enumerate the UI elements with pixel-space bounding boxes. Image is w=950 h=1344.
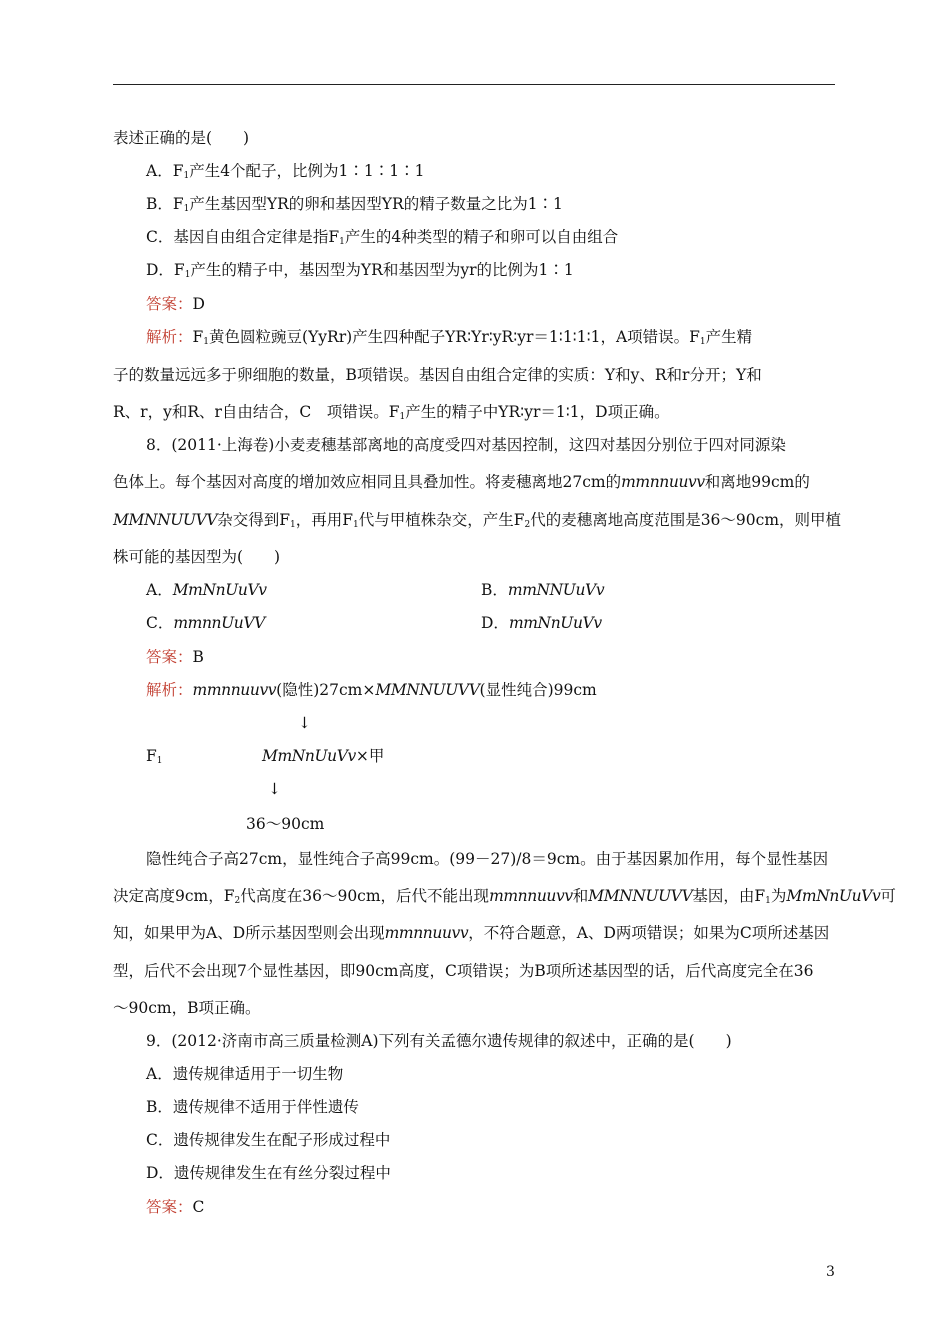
q8-explanation-line-1: 隐性纯合子高27cm，显性纯合子高99cm。(99－27)/8＝9cm。由于基因累加作用，每个显性基因 (146, 850, 829, 868)
q8-option-a: A．MmNnUuVv (146, 581, 267, 599)
q7-analysis-line-3: R、r，y和R、r自由结合，C 项错误。$F_1$产生的精子中YR∶yr＝1∶1，D项正确。 (113, 403, 670, 422)
q9-option-b: B．遗传规律不适用于伴性遗传 (146, 1098, 359, 1116)
page-number: 3 (826, 1264, 835, 1280)
q8-option-d: D．mmNnUuVv (481, 614, 602, 632)
q7-option-d: D．$F_1$产生的精子中，基因型为YR和基因型为yr的比例为1∶1 (146, 261, 574, 280)
q9-option-a: A．遗传规律适用于一切生物 (146, 1065, 344, 1083)
q7-option-b: B．$F_1$产生基因型YR的卵和基因型YR的精子数量之比为1∶1 (146, 195, 563, 214)
q7-analysis-line-2: 子的数量远远多于卵细胞的数量，B项错误。基因自由组合定律的实质：Y和y、R和r分开；Y和 (113, 366, 762, 384)
q9-option-c: C．遗传规律发生在配子形成过程中 (146, 1131, 391, 1149)
q9-answer: 答案：C (146, 1198, 205, 1216)
q7-analysis-line-1: 解析：$F_1$黄色圆粒豌豆(YyRr)产生四种配子YR∶Yr∶yR∶yr＝1∶1∶1∶1，A项错误。$F_1$产生精 (146, 328, 753, 347)
q8-stem-line-4: 株可能的基因型为( ) (113, 548, 281, 566)
q7-stem-tail: 表述正确的是( ) (113, 129, 250, 147)
q8-answer: 答案：B (146, 648, 204, 666)
q8-stem-line-2: 色体上。每个基因对高度的增加效应相同且具叠加性。将麦穗离地27cm的mmnnuuvv和离地99cm的 (113, 473, 810, 491)
down-arrow: ↓ (268, 780, 281, 798)
answer-label: 答案： (146, 1198, 193, 1216)
q8-explanation-line-2: 决定高度9cm，$F_2$代高度在36～90cm，后代不能出现mmnnuuvv和MMNNUUVV基因，由$F_1$为MmNnUuVv可 (113, 887, 896, 906)
q9-stem: 9．(2012·济南市高三质量检测A)下列有关孟德尔遗传规律的叙述中，正确的是( ) (146, 1032, 732, 1050)
f1-cross: MmNnUuVv×甲 (262, 747, 385, 765)
q8-explanation-line-5: ～90cm，B项正确。 (113, 999, 261, 1017)
q8-explanation-line-4: 型，后代不会出现7个显性基因，即90cm高度，C项错误；为B项所述基因型的话，后代高度完全在36 (113, 962, 814, 980)
q7-answer: 答案：D (146, 295, 205, 313)
q8-option-b: B．mmNNUuVv (481, 581, 605, 599)
q9-option-d: D．遗传规律发生在有丝分裂过程中 (146, 1164, 391, 1182)
q7-option-c: C．基因自由组合定律是指$F_1$产生的4种类型的精子和卵可以自由组合 (146, 228, 619, 247)
answer-label: 答案： (146, 648, 193, 666)
q8-option-c: C．mmnnUuVV (146, 614, 265, 632)
answer-label: 答案： (146, 295, 193, 313)
height-range: 36～90cm (246, 815, 325, 833)
q8-stem-line-1: 8．(2011·上海卷)小麦麦穗基部离地的高度受四对基因控制，这四对基因分别位于四对同源染 (146, 436, 786, 454)
q8-stem-line-3: MMNNUUVV杂交得到$F_1$，再用$F_1$代与甲植株杂交，产生$F_2$代的麦穗离地高度范围是36～90cm，则甲植 (113, 511, 842, 530)
f1-label: $F_1$ (146, 747, 163, 766)
down-arrow: ↓ (298, 714, 311, 732)
analysis-label: 解析： (146, 328, 193, 346)
q8-cross-line: 解析：mmnnuuvv(隐性)27cm×MMNNUUVV(显性纯合)99cm (146, 681, 597, 699)
header-rule (113, 84, 835, 85)
q8-explanation-line-3: 知，如果甲为A、D所示基因型则会出现mmnnuuvv，不符合题意，A、D两项错误；如果为C项所述基因 (113, 924, 830, 942)
q7-option-a: A．$F_1$产生4个配子，比例为1∶1∶1∶1 (146, 162, 425, 181)
analysis-label: 解析： (146, 681, 193, 699)
